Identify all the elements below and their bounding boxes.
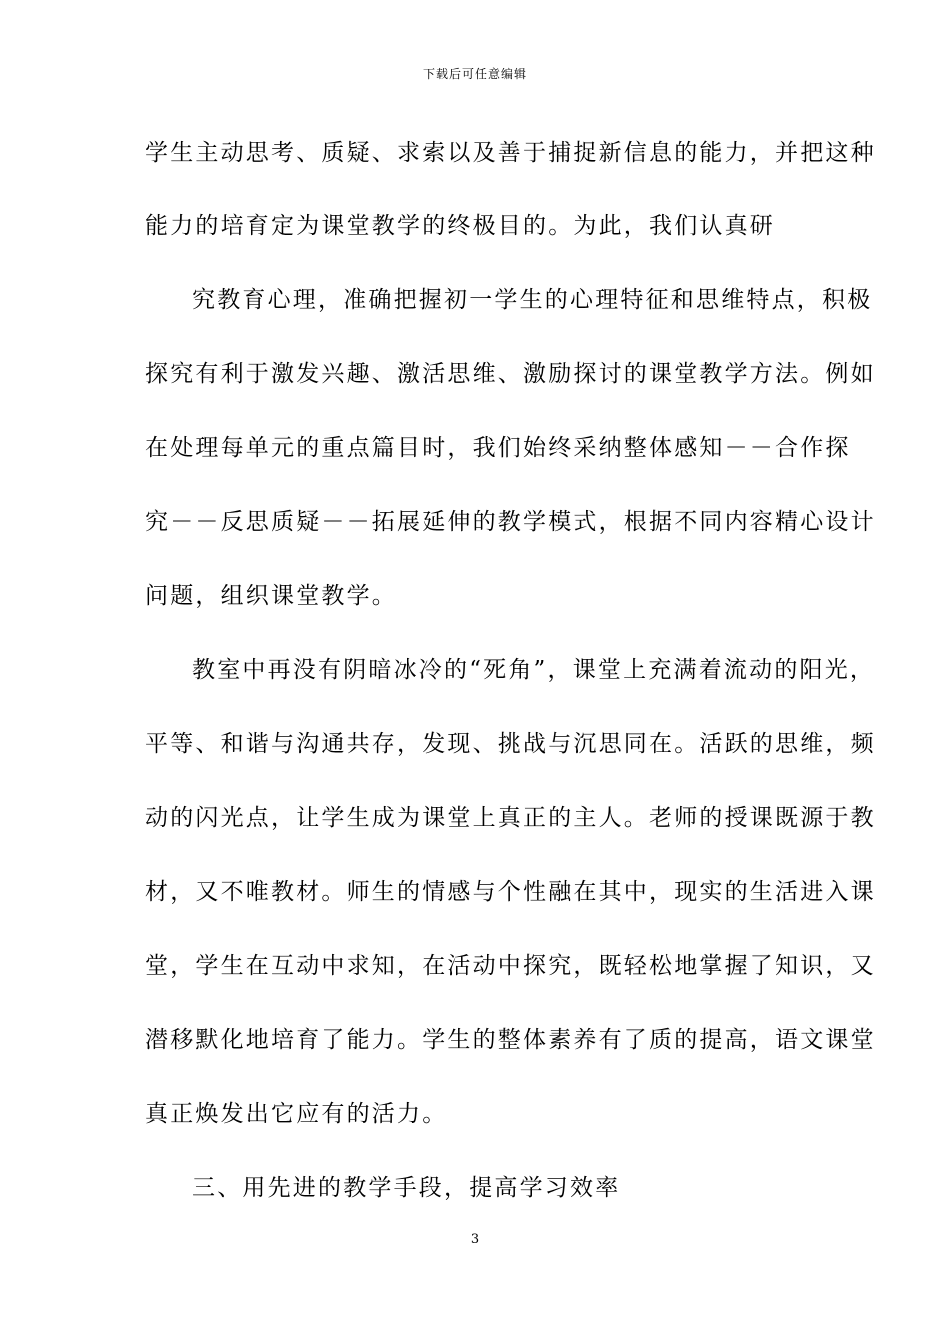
body-text-line: 能力的培育定为课堂教学的终极目的。为此，我们认真研 [145,213,775,239]
body-text-line: 潜移默化地培育了能力。学生的整体素养有了质的提高，语文课堂 [145,1027,876,1053]
page-number: 3 [470,1232,480,1247]
body-text-line: 教室中再没有阴暗冰冷的“死角”，课堂上充满着流动的阳光， [192,657,876,683]
body-text-line: 究教育心理，准确把握初一学生的心理特征和思维特点，积极 [192,287,873,313]
page-header: 下载后可任意编辑 [422,67,527,81]
section-heading: 三、用先进的教学手段，提高学习效率 [192,1175,621,1201]
body-text-line: 问题，组织课堂教学。 [145,583,397,609]
body-text-line: 真正焕发出它应有的活力。 [145,1101,448,1127]
body-text-line: 材，又不唯教材。师生的情感与个性融在其中，现实的生活进入课 [145,879,876,905]
body-text-line: 学生主动思考、质疑、求索以及善于捕捉新信息的能力，并把这种 [145,140,876,166]
body-text-line: 究－－反思质疑－－拓展延伸的教学模式，根据不同内容精心设计 [145,509,876,535]
body-text-line: 探究有利于激发兴趣、激活思维、激励探讨的课堂教学方法。例如 [145,361,876,387]
body-text-line: 平等、和谐与沟通共存，发现、挑战与沉思同在。活跃的思维，频 [145,731,876,757]
body-text-line: 动的闪光点，让学生成为课堂上真正的主人。老师的授课既源于教 [145,805,876,831]
body-text-line: 在处理每单元的重点篇目时，我们始终采纳整体感知－－合作探 [145,435,851,461]
body-text-line: 堂，学生在互动中求知，在活动中探究，既轻松地掌握了知识，又 [145,953,876,979]
